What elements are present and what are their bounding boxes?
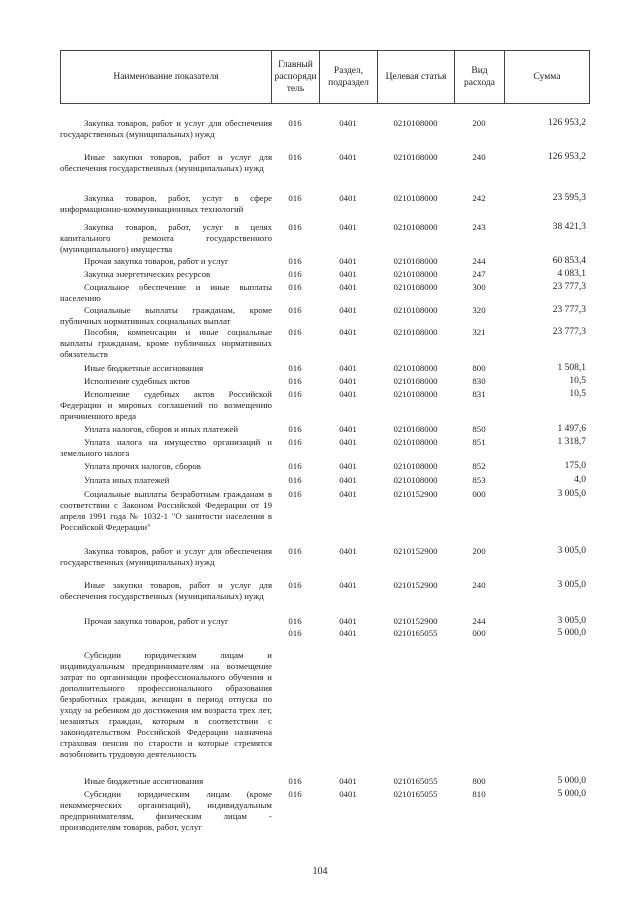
row-razd: 0401 <box>339 489 357 499</box>
row-cel: 0210108000 <box>393 222 438 232</box>
row-cel: 0210108000 <box>393 282 438 292</box>
row-glav: 016 <box>288 461 302 471</box>
header-cel <box>377 50 454 104</box>
row-vid: 850 <box>472 424 486 434</box>
row-razd: 0401 <box>339 424 357 434</box>
row-razd: 0401 <box>339 475 357 485</box>
row-vid: 321 <box>472 327 486 337</box>
row-sum: 1 318,7 <box>557 437 586 447</box>
row-razd: 0401 <box>339 118 357 128</box>
row-sum: 38 421,3 <box>552 222 586 232</box>
row-glav: 016 <box>288 305 302 315</box>
row-razd: 0401 <box>339 580 357 590</box>
row-name: Социальные выплаты безработным гражданам в соответствии с Законом Российской Федерации от 19 апреля 1991 года № 1032-1 "О занятости населения в Российской Федерации" <box>60 489 272 532</box>
row-name: Уплата налогов, сборов и иных платежей <box>84 424 239 434</box>
row-razd: 0401 <box>339 461 357 471</box>
row-razd: 0401 <box>339 628 357 638</box>
row-cel: 0210108000 <box>393 363 438 373</box>
header-razd-label: Раздел, подраздел <box>328 66 369 88</box>
row-glav: 016 <box>288 269 302 279</box>
row-razd: 0401 <box>339 437 357 447</box>
row-sum: 23 777,3 <box>552 282 586 292</box>
row-razd: 0401 <box>339 616 357 626</box>
row-cel: 0210152900 <box>393 489 438 499</box>
row-vid: 247 <box>472 269 486 279</box>
row-name: Иные закупки товаров, работ и услуг для обеспечения государственных (муниципальных) нужд <box>60 152 272 173</box>
row-glav: 016 <box>288 776 302 786</box>
row-sum: 5 000,0 <box>557 628 586 638</box>
row-razd: 0401 <box>339 269 357 279</box>
row-name: Исполнение судебных актов Российской Федерации и мировых соглашений по возмещению причиненного вреда <box>60 389 272 421</box>
row-sum: 60 853,4 <box>552 256 586 266</box>
row-cel: 0210108000 <box>393 305 438 315</box>
row-name: Прочая закупка товаров, работ и услуг <box>84 256 229 266</box>
row-cel: 0210108000 <box>393 118 438 128</box>
row-vid: 243 <box>472 222 486 232</box>
row-sum: 3 005,0 <box>557 546 586 556</box>
row-vid: 853 <box>472 475 486 485</box>
row-name: Закупка товаров, работ, услуг в целях капитального ремонта государственного (муниципального) имущества <box>60 222 272 254</box>
row-cel: 0210152900 <box>393 616 438 626</box>
row-sum: 3 005,0 <box>557 489 586 499</box>
row-cel: 0210108000 <box>393 327 438 337</box>
row-vid: 851 <box>472 437 486 447</box>
row-name: Исполнение судебных актов <box>84 376 190 386</box>
header-sum-label: Сумма <box>533 72 561 82</box>
row-cel: 0210152900 <box>393 580 438 590</box>
row-vid: 244 <box>472 616 486 626</box>
row-sum: 4,0 <box>574 475 586 485</box>
header-razd <box>319 50 377 104</box>
row-razd: 0401 <box>339 327 357 337</box>
row-sum: 126 953,2 <box>548 152 586 162</box>
row-name: Прочая закупка товаров, работ и услуг <box>84 616 229 626</box>
row-name: Субсидии юридическим лицам и индивидуальным предпринимателям на возмещение затрат по организации профессионального обучения и дополнительного профессионального образования безработных граждан, женщин в период отпуска по уходу за ребенком до достижения им возраста трех лет, незанятых граждан, которым в соответствии с законодательством Российской Федерации назначена страховая пенсия по старости и которые стремятся возобновить трудовую деятельность <box>60 650 272 759</box>
row-razd: 0401 <box>339 305 357 315</box>
row-name: Иные закупки товаров, работ и услуг для обеспечения государственных (муниципальных) нужд <box>60 580 272 601</box>
row-sum: 5 000,0 <box>557 789 586 799</box>
row-razd: 0401 <box>339 256 357 266</box>
header-name <box>60 50 271 104</box>
row-razd: 0401 <box>339 282 357 292</box>
row-name: Уплата прочих налогов, сборов <box>84 461 201 471</box>
row-sum: 23 595,3 <box>552 193 586 203</box>
row-glav: 016 <box>288 437 302 447</box>
row-razd: 0401 <box>339 193 357 203</box>
row-sum: 175,0 <box>564 461 586 471</box>
row-razd: 0401 <box>339 376 357 386</box>
row-glav: 016 <box>288 580 302 590</box>
row-glav: 016 <box>288 628 302 638</box>
row-glav: 016 <box>288 376 302 386</box>
row-vid: 200 <box>472 546 486 556</box>
row-cel: 0210108000 <box>393 256 438 266</box>
row-cel: 0210165055 <box>393 789 438 799</box>
row-cel: 0210108000 <box>393 461 438 471</box>
row-glav: 016 <box>288 546 302 556</box>
row-sum: 1 497,6 <box>557 424 586 434</box>
row-vid: 242 <box>472 193 486 203</box>
row-vid: 800 <box>472 363 486 373</box>
row-razd: 0401 <box>339 152 357 162</box>
row-vid: 800 <box>472 776 486 786</box>
row-cel: 0210165055 <box>393 776 438 786</box>
header-glav-label: Главный распоряди тель <box>274 60 317 94</box>
row-vid: 810 <box>472 789 486 799</box>
row-cel: 0210152900 <box>393 546 438 556</box>
row-cel: 0210108000 <box>393 376 438 386</box>
row-vid: 240 <box>472 152 486 162</box>
row-name: Уплата иных платежей <box>84 475 170 485</box>
row-glav: 016 <box>288 193 302 203</box>
row-sum: 1 508,1 <box>557 363 586 373</box>
row-name: Закупка энергетических ресурсов <box>84 269 211 279</box>
row-glav: 016 <box>288 789 302 799</box>
row-glav: 016 <box>288 222 302 232</box>
row-sum: 10,5 <box>569 376 586 386</box>
row-glav: 016 <box>288 475 302 485</box>
row-cel: 0210108000 <box>393 152 438 162</box>
header-sum <box>504 50 590 104</box>
row-name: Социальное обеспечение и иные выплаты населению <box>60 282 272 303</box>
row-glav: 016 <box>288 282 302 292</box>
row-vid: 000 <box>472 628 486 638</box>
row-name: Закупка товаров, работ и услуг для обеспечения государственных (муниципальных) нужд <box>60 546 272 567</box>
row-cel: 0210108000 <box>393 269 438 279</box>
row-sum: 3 005,0 <box>557 580 586 590</box>
row-name: Социальные выплаты гражданам, кроме публичных нормативных социальных выплат <box>60 305 272 326</box>
header-cel-label: Целевая статья <box>385 72 447 82</box>
row-vid: 831 <box>472 389 486 399</box>
row-glav: 016 <box>288 327 302 337</box>
row-glav: 016 <box>288 256 302 266</box>
row-glav: 016 <box>288 118 302 128</box>
row-razd: 0401 <box>339 363 357 373</box>
row-cel: 0210108000 <box>393 475 438 485</box>
row-razd: 0401 <box>339 776 357 786</box>
header-vid <box>454 50 504 104</box>
row-sum: 4 083,1 <box>557 269 586 279</box>
header-vid-label: Вид расхода <box>464 66 495 88</box>
row-sum: 23 777,3 <box>552 327 586 337</box>
row-sum: 10,5 <box>569 389 586 399</box>
row-vid: 244 <box>472 256 486 266</box>
header-glav <box>271 50 319 104</box>
row-vid: 830 <box>472 376 486 386</box>
row-vid: 000 <box>472 489 486 499</box>
page-number: 104 <box>312 866 328 877</box>
row-sum: 3 005,0 <box>557 616 586 626</box>
row-sum: 5 000,0 <box>557 776 586 786</box>
row-sum: 126 953,2 <box>548 118 586 128</box>
row-sum: 23 777,3 <box>552 305 586 315</box>
row-name: Пособия, компенсации и иные социальные выплаты гражданам, кроме публичных нормативных обязательств <box>60 327 272 359</box>
row-name: Субсидии юридическим лицам (кроме некоммерческих организаций), индивидуальным предпринимателям, физическим лицам - производителям товаров, работ, услуг <box>60 789 272 832</box>
row-vid: 240 <box>472 580 486 590</box>
row-name: Закупка товаров, работ и услуг для обеспечения государственных (муниципальных) нужд <box>60 118 272 139</box>
row-glav: 016 <box>288 489 302 499</box>
row-glav: 016 <box>288 616 302 626</box>
row-cel: 0210165055 <box>393 628 438 638</box>
row-razd: 0401 <box>339 389 357 399</box>
row-vid: 200 <box>472 118 486 128</box>
row-cel: 0210108000 <box>393 437 438 447</box>
row-cel: 0210108000 <box>393 424 438 434</box>
header-name-label: Наименование показателя <box>113 72 219 82</box>
row-name: Уплата налога на имущество организаций и земельного налога <box>60 437 272 458</box>
row-name: Иные бюджетные ассигнования <box>84 363 204 373</box>
row-cel: 0210108000 <box>393 193 438 203</box>
row-glav: 016 <box>288 424 302 434</box>
row-glav: 016 <box>288 363 302 373</box>
row-razd: 0401 <box>339 546 357 556</box>
row-glav: 016 <box>288 389 302 399</box>
row-glav: 016 <box>288 152 302 162</box>
row-razd: 0401 <box>339 222 357 232</box>
row-vid: 300 <box>472 282 486 292</box>
row-vid: 852 <box>472 461 486 471</box>
row-vid: 320 <box>472 305 486 315</box>
row-razd: 0401 <box>339 789 357 799</box>
row-name: Закупка товаров, работ, услуг в сфере информационно-коммуникационных технологий <box>60 193 272 214</box>
row-cel: 0210108000 <box>393 389 438 399</box>
row-name: Иные бюджетные ассигнования <box>84 776 204 786</box>
